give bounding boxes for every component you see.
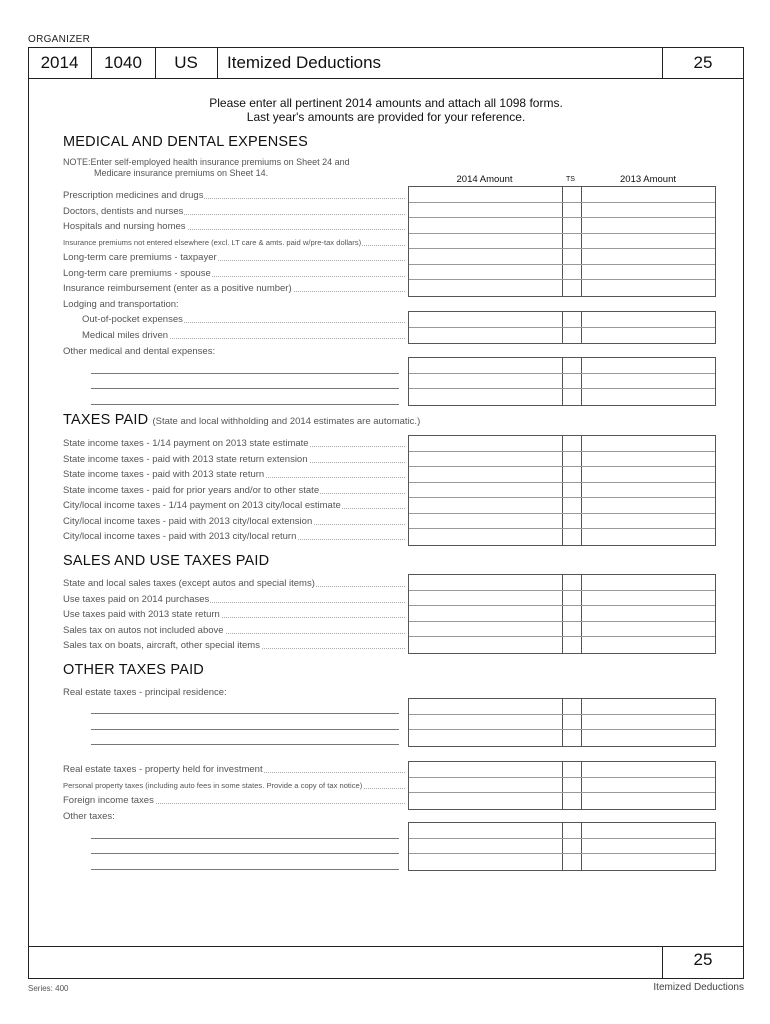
header-title: Itemized Deductions [227, 53, 382, 72]
row-label: State income taxes - 1/14 payment on 2013 state estimate [63, 436, 405, 451]
amount-row[interactable] [409, 637, 715, 653]
sales-amount-grid [408, 574, 716, 654]
amount-row[interactable] [409, 715, 715, 731]
write-in-line[interactable] [91, 838, 399, 839]
row-label: State income taxes - paid for prior years and/or to other state [63, 483, 405, 498]
row-label: Real estate taxes - property held for investment [63, 762, 405, 777]
section-title-medical: MEDICAL AND DENTAL EXPENSES [63, 134, 308, 150]
amount-row[interactable] [409, 452, 715, 468]
row-label: State income taxes - paid with 2013 state return [63, 467, 405, 482]
amount-row[interactable] [409, 249, 715, 265]
header-jurisdiction: US [174, 53, 198, 72]
row-label: Long-term care premiums - spouse [63, 266, 405, 281]
amount-row[interactable] [409, 591, 715, 607]
amount-row[interactable] [409, 498, 715, 514]
amount-row[interactable] [409, 218, 715, 234]
write-in-line[interactable] [91, 729, 399, 730]
amount-row[interactable] [409, 234, 715, 250]
write-in-line[interactable] [91, 869, 399, 870]
lodging-amount-grid [408, 311, 716, 344]
amount-row[interactable] [409, 699, 715, 715]
amount-row[interactable] [409, 823, 715, 839]
amount-row[interactable] [409, 575, 715, 591]
amount-row[interactable] [409, 730, 715, 746]
amount-row[interactable] [409, 203, 715, 219]
write-in-line[interactable] [91, 388, 399, 389]
footer-sheet-number: 25 [693, 950, 713, 969]
amount-row[interactable] [409, 622, 715, 638]
header-sheet-number: 25 [693, 53, 713, 72]
medical-note: NOTE:Enter self-employed health insurance premiums on Sheet 24 and Medicare insurance premiums on Sheet 14. [63, 157, 350, 178]
amount-row[interactable] [409, 187, 715, 203]
row-label: Hospitals and nursing homes [63, 219, 405, 234]
column-header-2014: 2014 Amount [456, 174, 513, 185]
amount-row[interactable] [409, 312, 715, 328]
amount-row[interactable] [409, 606, 715, 622]
other-taxes-label: Other taxes: [63, 811, 115, 822]
other-taxes-amount-grid [408, 761, 716, 810]
row-label: Sales tax on boats, aircraft, other special items [63, 638, 405, 653]
row-label: Insurance premiums not entered elsewhere (excl. LT care & amts. paid w/pre-tax dollars) [63, 235, 405, 250]
row-label: Doctors, dentists and nurses [63, 204, 405, 219]
row-label: Personal property taxes (including auto fees in some states. Provide a copy of tax notice) [63, 778, 405, 793]
amount-row[interactable] [409, 280, 715, 296]
amount-row[interactable] [409, 374, 715, 390]
row-label: Medical miles driven [82, 328, 405, 343]
organizer-label: ORGANIZER [28, 34, 91, 45]
write-in-line[interactable] [91, 853, 399, 854]
footer-divider [28, 946, 744, 947]
medical-amount-grid [408, 186, 716, 297]
row-label: Use taxes paid with 2013 state return [63, 607, 405, 622]
column-header-2013: 2013 Amount [620, 174, 676, 185]
intro-line-1: Please enter all pertinent 2014 amounts and attach all 1098 forms. [209, 96, 563, 110]
row-label: State income taxes - paid with 2013 state return extension [63, 452, 405, 467]
other-medical-label: Other medical and dental expenses: [63, 346, 216, 357]
row-label: Foreign income taxes [63, 793, 405, 808]
row-label: Long-term care premiums - taxpayer [63, 250, 405, 265]
amount-row[interactable] [409, 467, 715, 483]
write-in-line[interactable] [91, 404, 399, 405]
amount-row[interactable] [409, 839, 715, 855]
real-estate-label: Real estate taxes - principal residence: [63, 687, 227, 698]
section-title-taxes: TAXES PAID (State and local withholding and 2014 estimates are automatic.) [63, 412, 421, 428]
amount-row[interactable] [409, 854, 715, 870]
row-label: Insurance reimbursement (enter as a positive number) [63, 281, 405, 296]
amount-row[interactable] [409, 265, 715, 281]
amount-row[interactable] [409, 778, 715, 794]
other-medical-amount-grid [408, 357, 716, 406]
lodging-label: Lodging and transportation: [63, 299, 179, 310]
section-title-other: OTHER TAXES PAID [63, 662, 204, 678]
amount-row[interactable] [409, 436, 715, 452]
row-label: City/local income taxes - paid with 2013 city/local return [63, 529, 405, 544]
real-estate-amount-grid [408, 698, 716, 747]
row-label: City/local income taxes - 1/14 payment on 2013 city/local estimate [63, 498, 405, 513]
row-label: Out-of-pocket expenses [82, 312, 405, 327]
amount-row[interactable] [409, 514, 715, 530]
column-header-ts: TS [566, 176, 575, 183]
write-in-line[interactable] [91, 713, 399, 714]
row-label: Prescription medicines and drugs [63, 188, 405, 203]
write-in-line[interactable] [91, 373, 399, 374]
header-form: 1040 [104, 53, 142, 72]
amount-row[interactable] [409, 389, 715, 405]
amount-row[interactable] [409, 483, 715, 499]
row-label: City/local income taxes - paid with 2013 city/local extension [63, 514, 405, 529]
write-in-line[interactable] [91, 744, 399, 745]
section-title-sales: SALES AND USE TAXES PAID [63, 553, 270, 569]
amount-row[interactable] [409, 793, 715, 809]
amount-row[interactable] [409, 762, 715, 778]
taxes-amount-grid [408, 435, 716, 546]
form-header [28, 47, 744, 79]
amount-row[interactable] [409, 328, 715, 344]
row-label: Sales tax on autos not included above [63, 623, 405, 638]
intro-line-2: Last year's amounts are provided for your reference. [246, 110, 526, 124]
header-year: 2014 [40, 53, 79, 72]
series-label: Series: 400 [28, 984, 69, 993]
footer-title: Itemized Deductions [653, 982, 744, 993]
amount-row[interactable] [409, 529, 715, 545]
amount-row[interactable] [409, 358, 715, 374]
row-label: Use taxes paid on 2014 purchases [63, 592, 405, 607]
other-taxes-write-in-grid [408, 822, 716, 871]
row-label: State and local sales taxes (except autos and special items) [63, 576, 405, 591]
